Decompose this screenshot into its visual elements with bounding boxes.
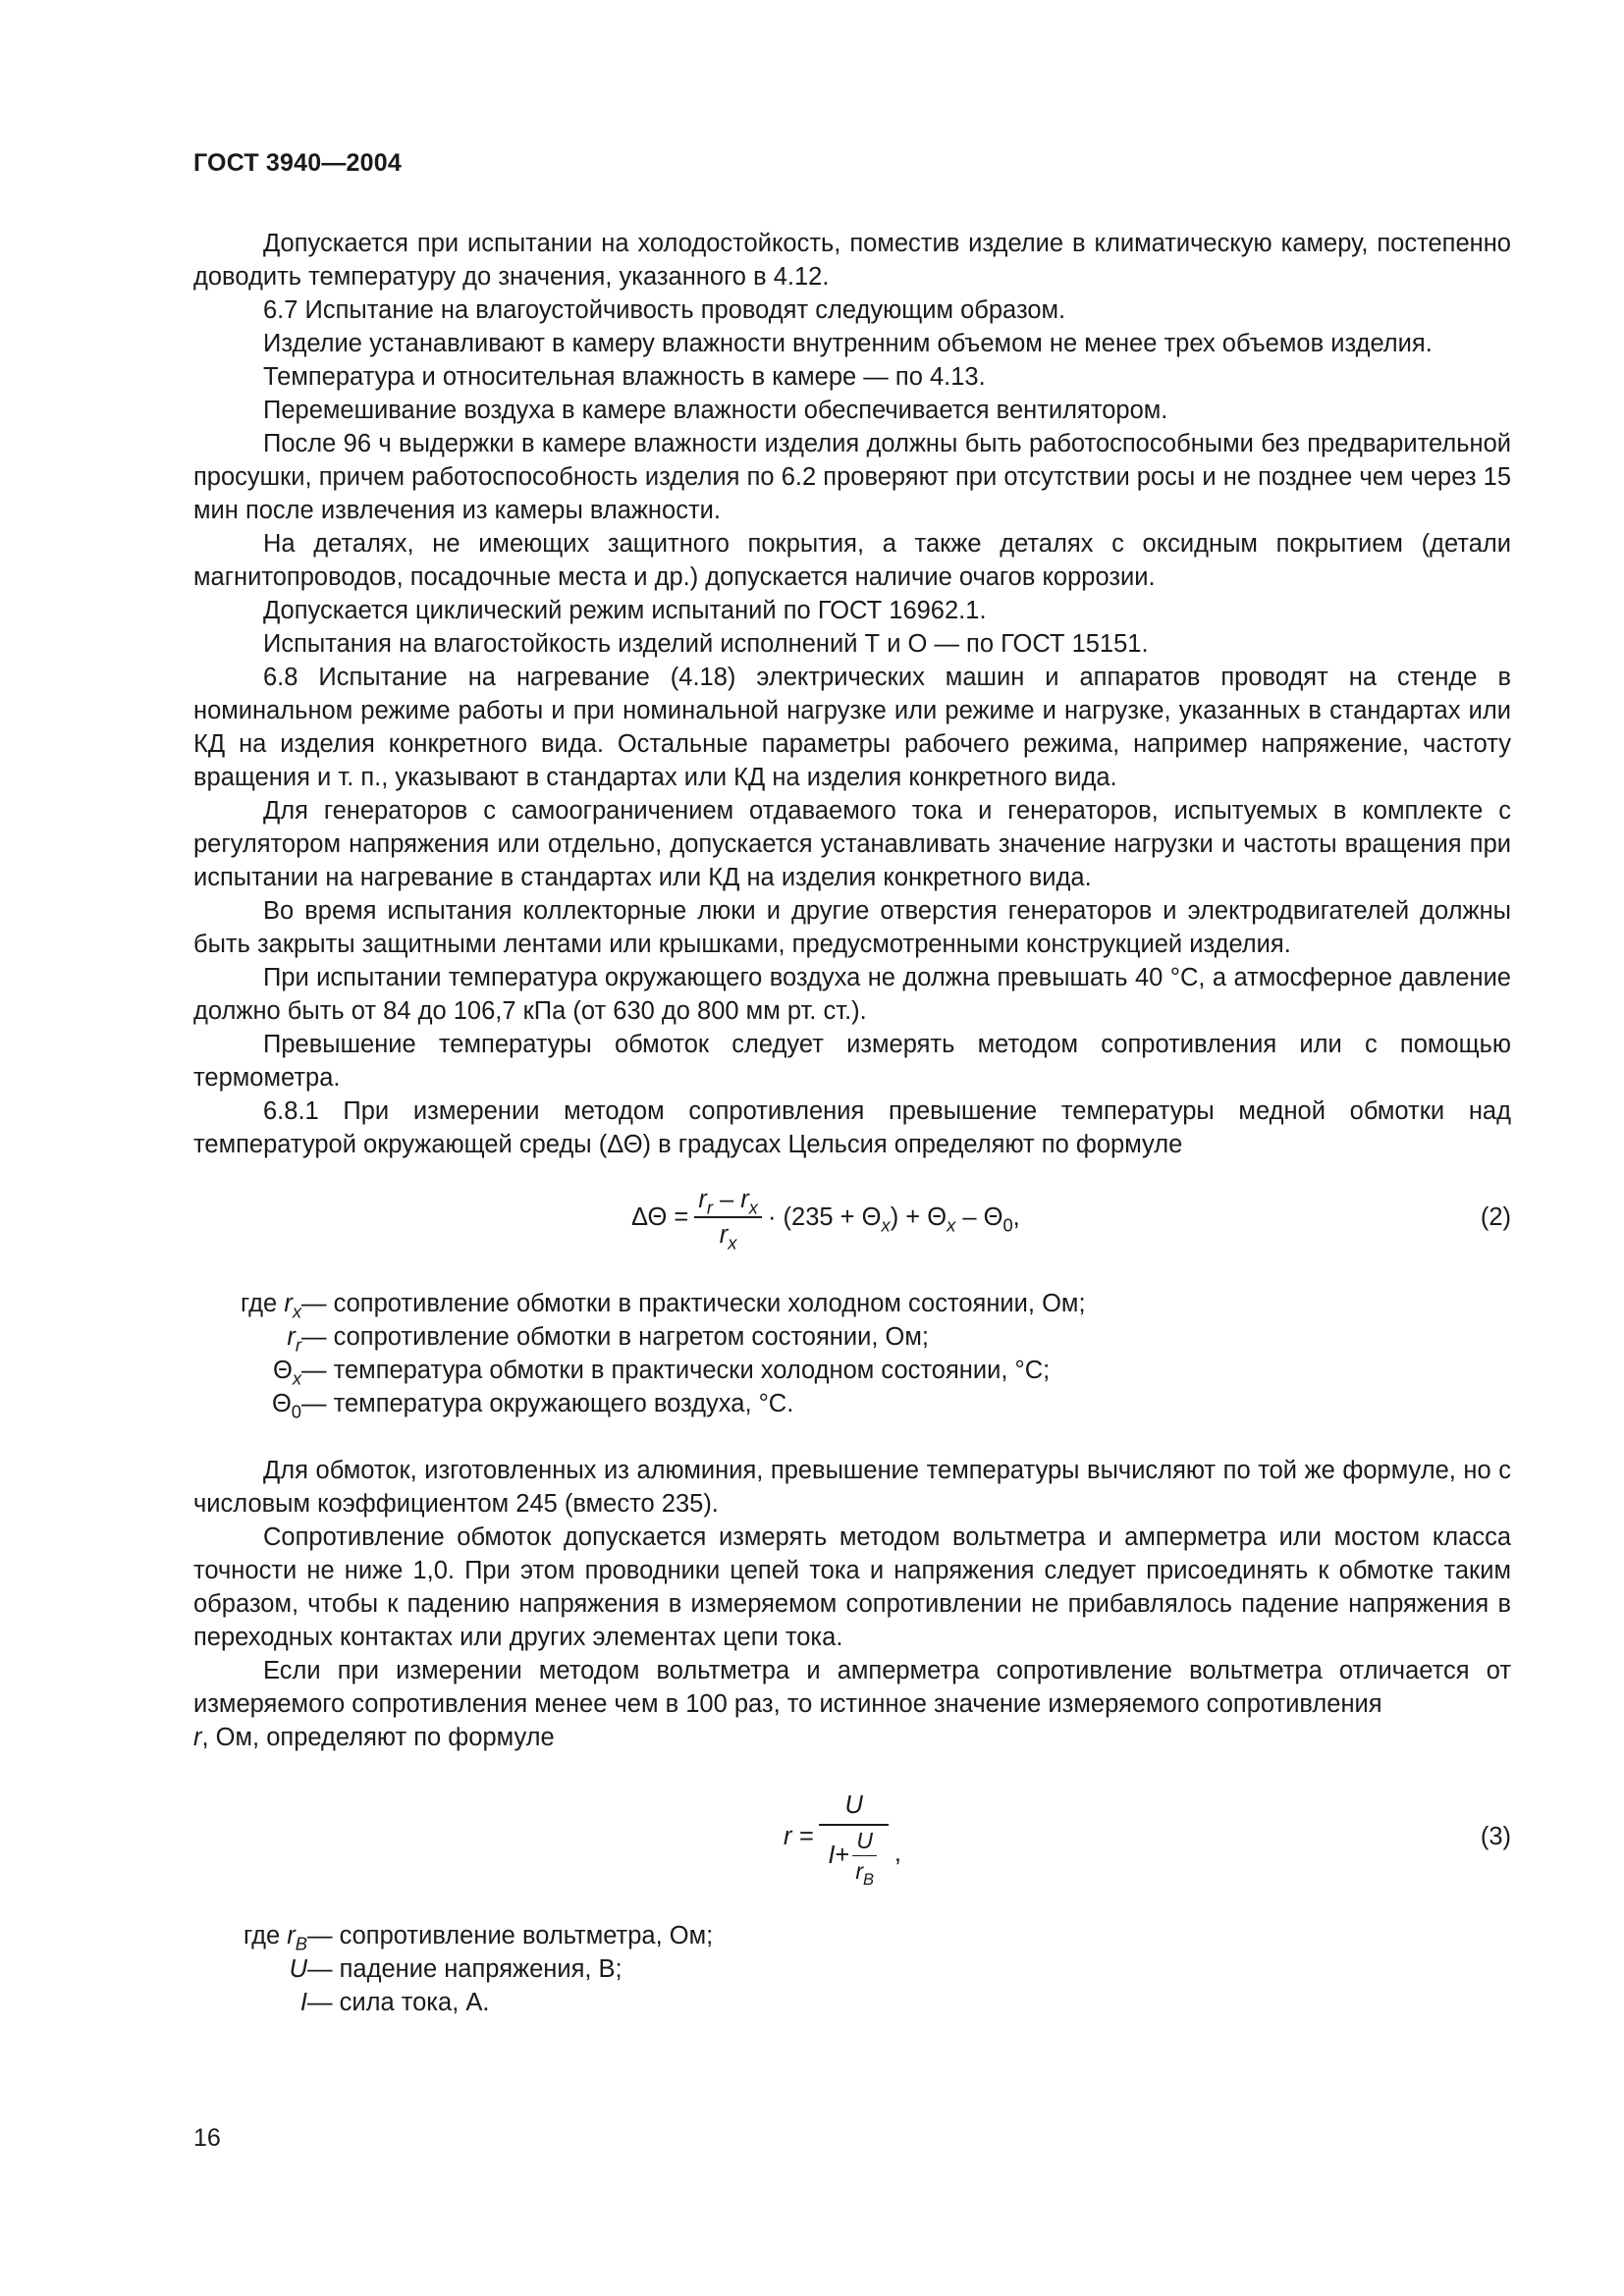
formula-2-numerator: $r_r - r_x$: [694, 1185, 762, 1218]
formula-2-legend: [193, 1287, 1511, 1420]
formula-2-tail: · $(235 + \Theta_x) + \Theta_x - \Theta_0$,: [767, 1203, 1020, 1236]
formula-2-lhs: ΔΘ =: [631, 1203, 689, 1231]
paragraph: Допускается при испытании на холодостойкость, поместив изделие в климатическую камеру, постепенно доводить температуру до значения, указанного в 4.12.: [193, 230, 1511, 291]
paragraph: Испытания на влагостойкость изделий исполнений Т и О — по ГОСТ 15151.: [263, 630, 1149, 658]
page-number: 16: [193, 2124, 221, 2152]
paragraph: r, Ом, определяют по формуле: [193, 1724, 555, 1751]
paragraph: Превышение температуры обмоток следует измерять методом сопротивления или с помощью термометра.: [193, 1031, 1511, 1092]
formula-2-denominator: $r_x$: [719, 1221, 737, 1254]
paragraph: Если при измерении методом вольтметра и амперметра сопротивление вольтметра отличается от измеряемого сопротивления менее чем в 100 раз, то истинное значение измеряемого сопротивления: [193, 1657, 1511, 1718]
paragraph: 6.8.1 При измерении методом сопротивления превышение температуры медной обмотки над температурой окружающей среды (ΔΘ) в градусах Цельсия определяют по формуле: [193, 1097, 1511, 1158]
formula-2-fraction: [694, 1185, 762, 1254]
legend-item: $\Theta_x$ — температура обмотки в практически холодном состоянии, °С;: [272, 1357, 1051, 1389]
section-continued: [193, 1454, 1511, 1754]
formula-3-fraction: [819, 1790, 888, 1889]
paragraph: 6.8 Испытание на нагревание (4.18) электрических машин и аппаратов проводят на стенде в номинальном режиме работы и при номинальной нагрузке или режиме и нагрузке, указанных в стандартах или КД на изделия конкретного вида. Остальные параметры рабочего режима, например напряжение, частоту вращения и т. п., указывают в стандартах или КД на изделия конкретного вида.: [193, 664, 1511, 791]
formula-3-lhs: r =: [784, 1823, 814, 1850]
paragraph: При испытании температура окружающего воздуха не должна превышать 40 °С, а атмосферное давление должно быть от 84 до 106,7 кПа (от 630 до 800 мм рт. ст.).: [193, 964, 1511, 1025]
formula-3-numerator: U: [819, 1790, 888, 1826]
paragraph: Изделие устанавливают в камеру влажности внутренним объемом не менее трех объемов изделия.: [263, 330, 1433, 357]
paragraph: Для генераторов с самоограничением отдаваемого тока и генераторов, испытуемых в комплекте с регулятором напряжения или отдельно, допускается устанавливать значение нагрузки и частоты вращения при испытании на нагревание в стандартах или КД на изделия конкретного вида.: [193, 797, 1511, 891]
document-header: ГОСТ 3940—2004: [193, 149, 402, 177]
formula-3-legend: [193, 1919, 1511, 2019]
paragraph: 6.7 Испытание на влагоустойчивость проводят следующим образом.: [263, 296, 1066, 324]
formula-3: [193, 1782, 1511, 1892]
legend-item: где $r_B$ — сопротивление вольтметра, Ом;: [243, 1922, 714, 1954]
formula-3-number: (3): [1480, 1823, 1511, 1850]
paragraph: Температура и относительная влажность в камере — по 4.13.: [263, 363, 986, 391]
legend-item: где $r_x$ — сопротивление обмотки в практически холодном состоянии, Ом;: [241, 1290, 1086, 1322]
formula-2-expression: [631, 1169, 1020, 1265]
paragraph: Сопротивление обмоток допускается измерять методом вольтметра и амперметра или мостом класса точности не ниже 1,0. При этом проводники цепей тока и напряжения следует присоединять к обмотке таким образом, чтобы к падению напряжения в измеряемом сопротивлении не прибавлялось падение напряжения в переходных контактах или других элементах цепи тока.: [193, 1523, 1511, 1651]
paragraph: Допускается циклический режим испытаний по ГОСТ 16962.1.: [263, 597, 987, 624]
paragraph: На деталях, не имеющих защитного покрытия, а также деталях с оксидным покрытием (детали магнитопроводов, посадочные места и др.) допускается наличие очагов коррозии.: [193, 530, 1511, 591]
paragraph: Во время испытания коллекторные люки и другие отверстия генераторов и электродвигателей должны быть закрыты защитными лентами или крышками, предусмотренными конструкцией изделия.: [193, 897, 1511, 958]
formula-2: [193, 1169, 1511, 1265]
formula-3-inner-fraction: $\frac{U}{r_B}$: [851, 1828, 878, 1884]
legend-item: I — сила тока, А.: [299, 1989, 490, 2016]
paragraph: Для обмоток, изготовленных из алюминия, превышение температуры вычисляют по той же формуле, но с числовым коэффициентом 245 (вместо 235).: [193, 1457, 1511, 1518]
paragraph: После 96 ч выдержки в камере влажности изделия должны быть работоспособными без предварительной просушки, причем работоспособность изделия по 6.2 проверяют при отсутствии росы и не позднее чем через 15 мин после извлечения из камеры влажности.: [193, 430, 1511, 524]
legend-item: U — падение напряжения, В;: [289, 1955, 623, 1983]
legend-item: $\Theta_0$ — температура окружающего воздуха, °С.: [271, 1390, 794, 1422]
formula-3-denominator: I + $\frac{U}{r_B}$: [824, 1826, 884, 1884]
document-body: [193, 227, 1511, 2019]
formula-2-number: (2): [1480, 1203, 1511, 1231]
paragraph: Перемешивание воздуха в камере влажности обеспечивается вентилятором.: [263, 397, 1168, 424]
legend-item: $r_r$ — сопротивление обмотки в нагретом состоянии, Ом;: [287, 1323, 929, 1356]
formula-3-expression: r = U I + $\frac{U}{r_B}$ ,: [784, 1790, 901, 1889]
